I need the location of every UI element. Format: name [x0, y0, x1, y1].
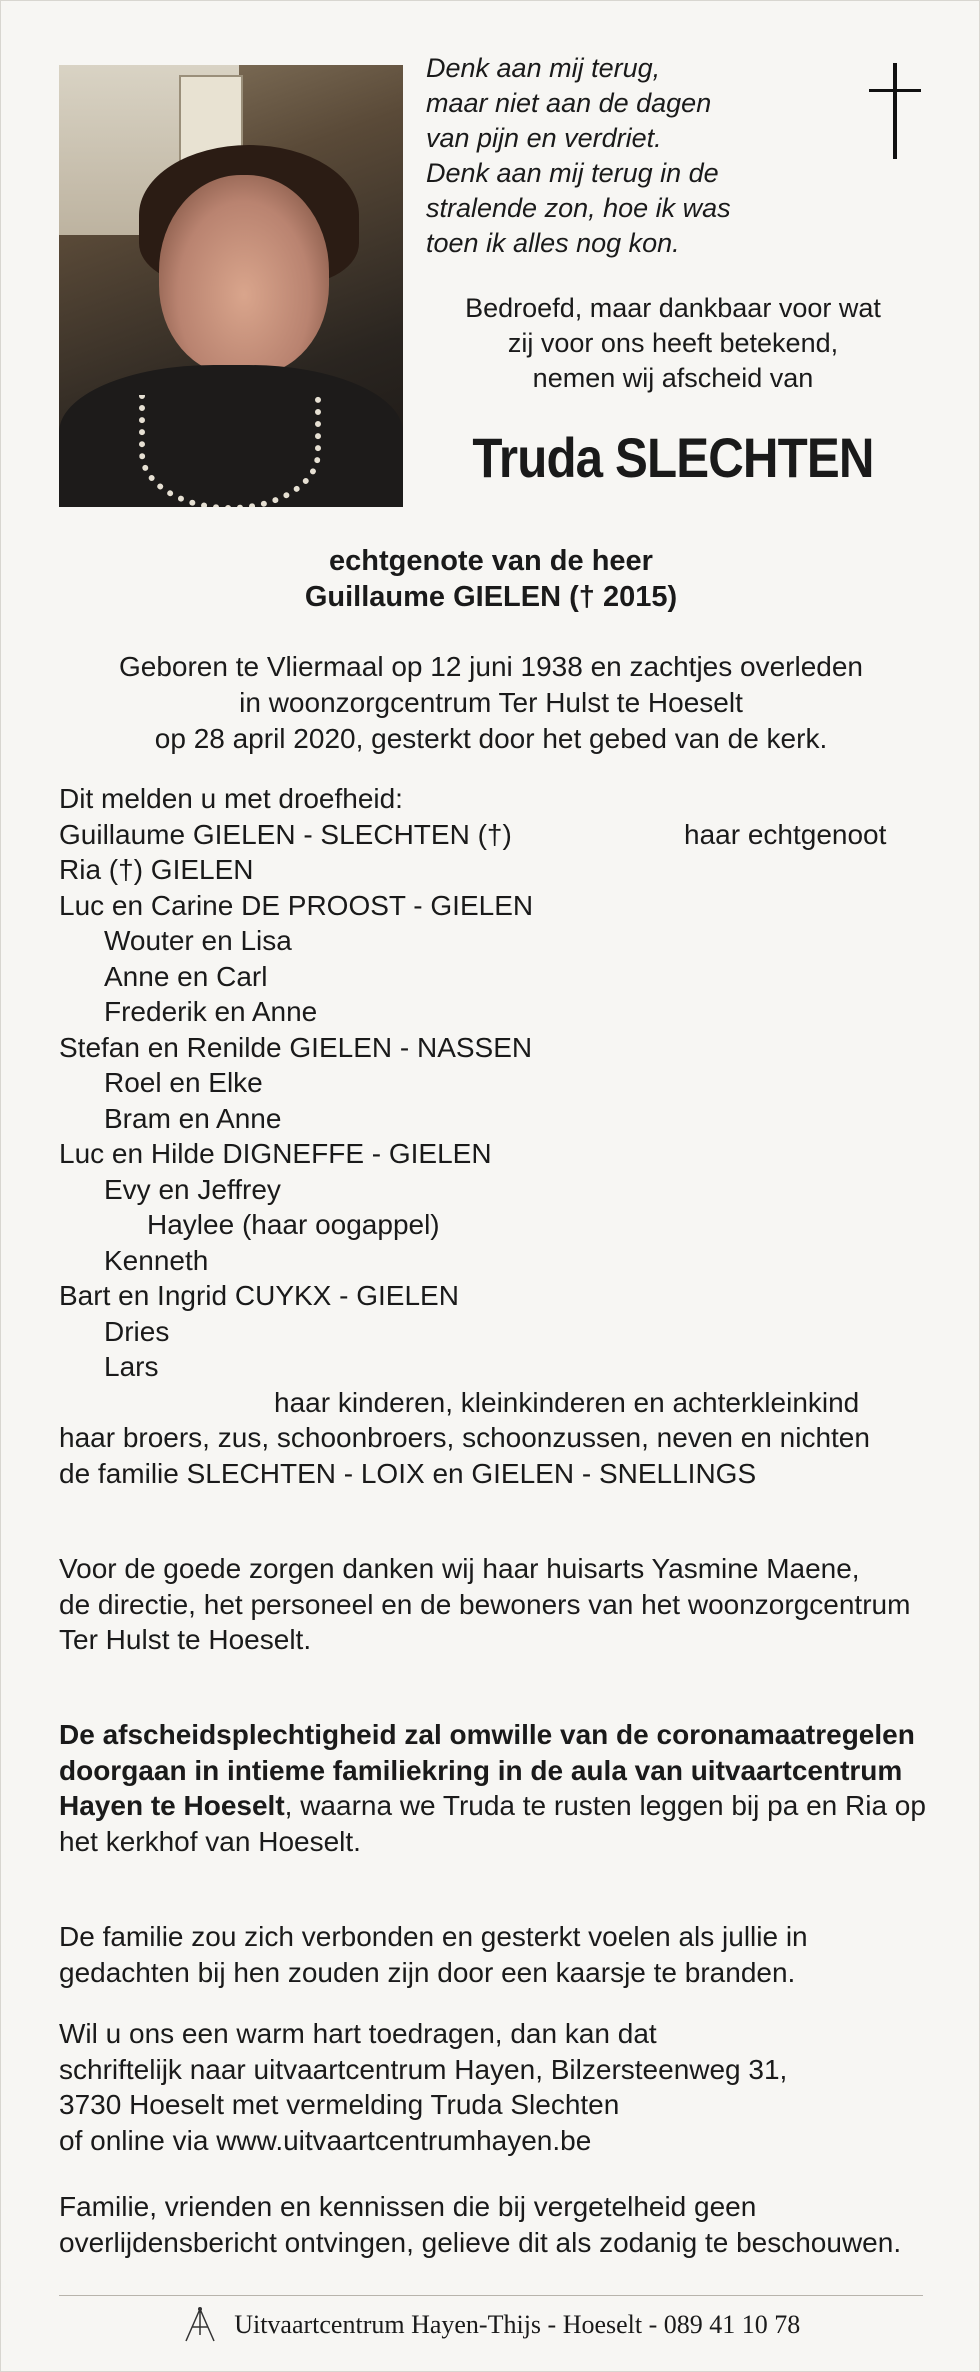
family-member: Dries: [104, 1315, 170, 1347]
candle-paragraph: De familie zou zich verbonden en gesterkt voelen als jullie in gedachten bij hen zouden zijn door een kaarsje te branden.: [59, 1921, 808, 1988]
donation-line: of online via www.uitvaartcentrumhayen.be: [59, 2124, 592, 2156]
donation-line: Wil u ons een warm hart toedragen, dan kan dat: [59, 2018, 657, 2049]
poem-line: Denk aan mij terug,: [426, 53, 661, 83]
family-member: Frederik en Anne: [104, 996, 318, 1027]
birth-death-details: [1, 649, 980, 757]
family-siblings: haar broers, zus, schoonbroers, schoonzussen, neven en nichten: [59, 1422, 870, 1453]
poem-line: van pijn en verdriet.: [426, 123, 662, 153]
donation-line: schriftelijk naar uitvaartcentrum Hayen, Bilzersteenweg 31,: [59, 2053, 788, 2085]
intro-line: Bedroefd, maar dankbaar voor wat: [465, 293, 881, 323]
footer: [1, 2303, 980, 2343]
poem-line: maar niet aan de dagen: [426, 88, 712, 118]
thanks-paragraph: [59, 1551, 929, 1658]
deceased-name: Truda SLECHTEN: [472, 426, 874, 489]
family-member: Luc en Carine DE PROOST - GIELEN: [59, 889, 534, 921]
cross-icon: [867, 61, 923, 161]
birth-line: Geboren te Vliermaal op 12 juni 1938 en zachtjes overleden: [118, 651, 864, 682]
poem: [426, 51, 826, 261]
closing-paragraph: Familie, vrienden en kennissen die bij vergetelheid geen overlijdensbericht ontvingen, gelieve dit als zodanig te beschouwen.: [59, 2191, 902, 2258]
family-member: Evy en Jeffrey: [104, 1173, 281, 1205]
funeral-home-logo-icon: [182, 2305, 218, 2345]
family-heading: Dit melden u met droefheid:: [59, 783, 403, 814]
family-role: haar kinderen, kleinkinderen en achterkleinkind: [274, 1386, 860, 1418]
intro-text: [413, 291, 933, 396]
family-member: Bram en Anne: [104, 1102, 282, 1134]
footer-text: Uitvaartcentrum Hayen-Thijs - Hoeselt - 089 41 10 78: [234, 2310, 801, 2340]
family-member: Lars: [104, 1351, 159, 1382]
spouse-line: Guillaume GIELEN († 2015): [304, 581, 678, 613]
intro-line: zij voor ons heeft betekend,: [507, 328, 839, 358]
family-row-spouse: [59, 817, 929, 853]
family-member: Roel en Elke: [104, 1067, 263, 1098]
poem-line: Denk aan mij terug in de: [426, 158, 719, 188]
poem-line: toen ik alles nog kon.: [426, 228, 680, 258]
family-member: Wouter en Lisa: [104, 925, 292, 956]
family-member: Guillaume GIELEN - SLECHTEN (†): [59, 818, 512, 850]
thanks-line: de directie, het personeel en de bewoners van het woonzorgcentrum Ter Hulst te Hoeselt.: [59, 1588, 911, 1655]
family-member: Kenneth: [104, 1244, 209, 1276]
ceremony-text: , waarna we Truda te rusten leggen bij pa en Ria op het kerkhof van Hoeselt.: [59, 1790, 926, 1857]
family-role: haar echtgenoot: [684, 818, 887, 850]
family-member: Anne en Carl: [104, 960, 268, 992]
family-list: [59, 781, 929, 1491]
spouse-info: [1, 543, 980, 615]
family-member: Ria (†) GIELEN: [59, 854, 254, 885]
ceremony-bold-text: De afscheidsplechtigheid zal omwille van de coronamaatregelen doorgaan in intieme familiekring in de aula van uitvaartcentrum Hayen te Hoeselt: [59, 1719, 915, 1821]
intro-line: nemen wij afscheid van: [532, 363, 814, 393]
birth-line: op 28 april 2020, gesterkt door het gebed van de kerk.: [154, 723, 828, 754]
ceremony-paragraph: [59, 1717, 929, 1859]
poem-line: stralende zon, hoe ik was: [426, 193, 731, 223]
family-member: Haylee (haar oogappel): [147, 1209, 440, 1240]
footer-divider: [59, 2295, 923, 2296]
donation-paragraph: [59, 2016, 929, 2158]
family-member: Bart en Ingrid CUYKX - GIELEN: [59, 1280, 459, 1311]
family-member: Stefan en Renilde GIELEN - NASSEN: [59, 1031, 533, 1063]
family-extended: de familie SLECHTEN - LOIX en GIELEN - SNELLINGS: [59, 1457, 757, 1489]
birth-line: in woonzorgcentrum Ter Hulst te Hoeselt: [239, 687, 743, 718]
thanks-line: Voor de goede zorgen danken wij haar huisarts Yasmine Maene,: [59, 1553, 860, 1584]
portrait-photo: [59, 65, 403, 507]
spouse-line: echtgenote van de heer: [329, 545, 653, 577]
family-member: Luc en Hilde DIGNEFFE - GIELEN: [59, 1138, 492, 1169]
donation-line: 3730 Hoeselt met vermelding Truda Slechten: [59, 2089, 620, 2120]
